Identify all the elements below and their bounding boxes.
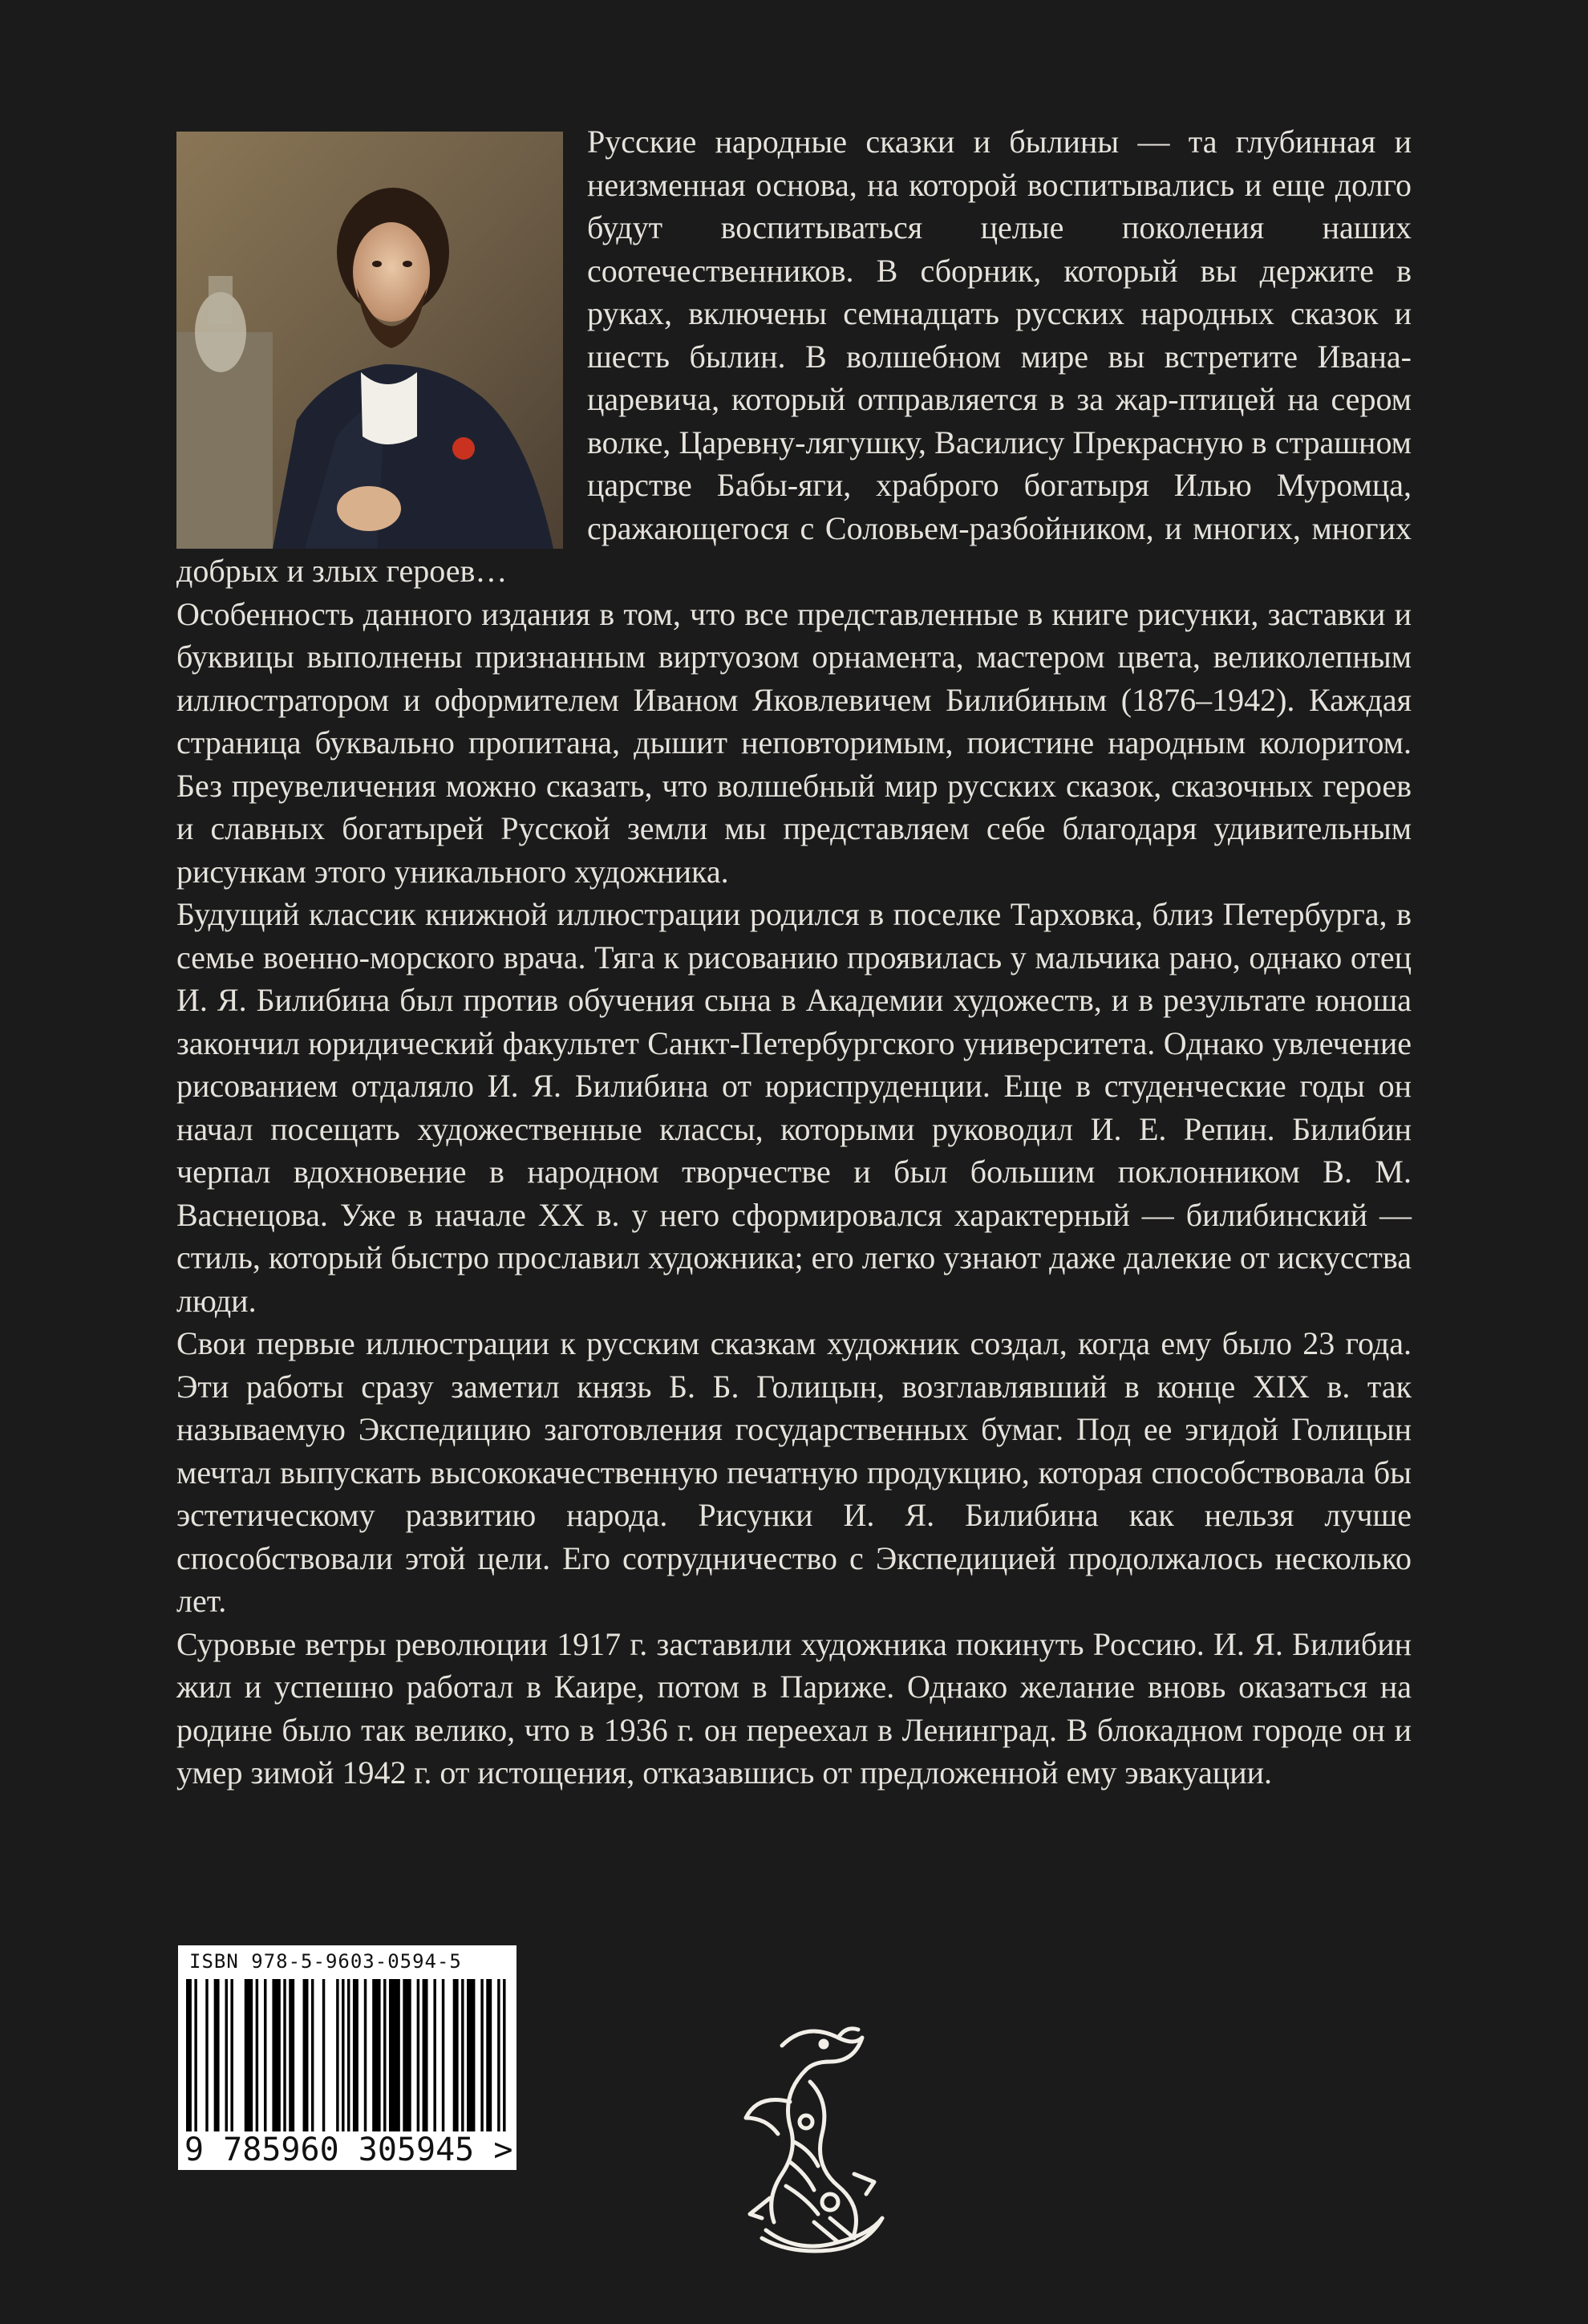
publisher-dragon-logo-icon [734, 2014, 894, 2254]
paragraph-1: Особенность данного издания в том, что все представленные в книге рисунки, заставки и буквицы выполнены признанным виртуозом орнамента, мастером цвета, великолепным иллюстратором и оформителем Иваном Яковлевичем Билибиным (1876–1942). Каждая страница буквально пропитана, дышит неповторимым, поистине народным колоритом. Без преувеличения можно сказать, что волшебный мир русских сказок, сказочных героев и славных богатырей Русской земли мы представляем себе благодаря удивительным рисункам этого уникального художника. [176, 595, 1412, 890]
barcode-digits: 9 785960 305945 > [184, 2131, 513, 2168]
author-portrait [176, 132, 563, 549]
paragraph-3: Свои первые иллюстрации к русским сказкам художник создал, когда ему было 23 года. Эти работы сразу заметил князь Б. Б. Голицын, возглавлявший в конце XIX в. так называемую Экспедицию заготовления государственных бумаг. Под ее эгидой Голицын мечтал выпускать высококачественную печатную продукцию, которая способствовала бы эстетическому развитию народа. Рисунки И. Я. Билибина как нельзя лучше способствовали этой цели. Его сотрудничество с Экспедицией продолжалось несколько лет. [176, 1325, 1412, 1619]
barcode-area [178, 1945, 517, 2170]
intro-paragraph: Русские народные сказки и былины — та глубинная и неизменная основа, на которой воспитывались и еще долго будут воспитываться целые поколения наших соотечественников. В сборник, который вы держите в руках, включены семнадцать русских народных сказок и шесть былин. В волшебном мире вы встретите Ивана-царевича, который отправляется в за жар-птицей на сером волке, Царевну-лягушку, Василису Прекрасную в страшном царстве Бабы-яги, храброго богатыря Илью Муромца, сражающегося с Соловьем-разбойником, и многих, многих добрых и злых героев… [176, 124, 1412, 589]
isbn-label: ISBN 978-5-9603-0594-5 [189, 1950, 462, 1973]
portrait-painting-icon [176, 132, 563, 549]
paragraph-4: Суровые ветры революции 1917 г. заставили художника покинуть Россию. И. Я. Билибин жил и успешно работал в Каире, потом в Париже. Однако желание вновь оказаться на родине было так велико, что в 1936 г. он переехал в Ленинград. В блокадном городе он и умер зимой 1942 г. от истощения, отказавшись от предложенной ему эвакуации. [176, 1625, 1412, 1791]
annotation-text [176, 120, 1412, 1795]
barcode-icon [186, 1979, 508, 2131]
paragraph-2: Будущий классик книжной иллюстрации родился в поселке Тарховка, близ Петербурга, в семье военно-морского врача. Тяга к рисованию проявилась у мальчика рано, однако отец И. Я. Билибина был против обучения сына в Академии художеств, и в результате юноша закончил юридический факультет Санкт-Петербургского университета. Однако увлечение рисованием отдаляло И. Я. Билибина от юриспруденции. Еще в студенческие годы он начал посещать художественные классы, которыми руководил И. Е. Репин. Билибин черпал вдохновение в народном творчестве и был большим поклонником В. М. Васнецова. Уже в начале XX в. у него сформировался характерный — билибинский — стиль, который быстро прославил художника; его легко узнают даже далекие от искусства люди. [176, 896, 1412, 1319]
